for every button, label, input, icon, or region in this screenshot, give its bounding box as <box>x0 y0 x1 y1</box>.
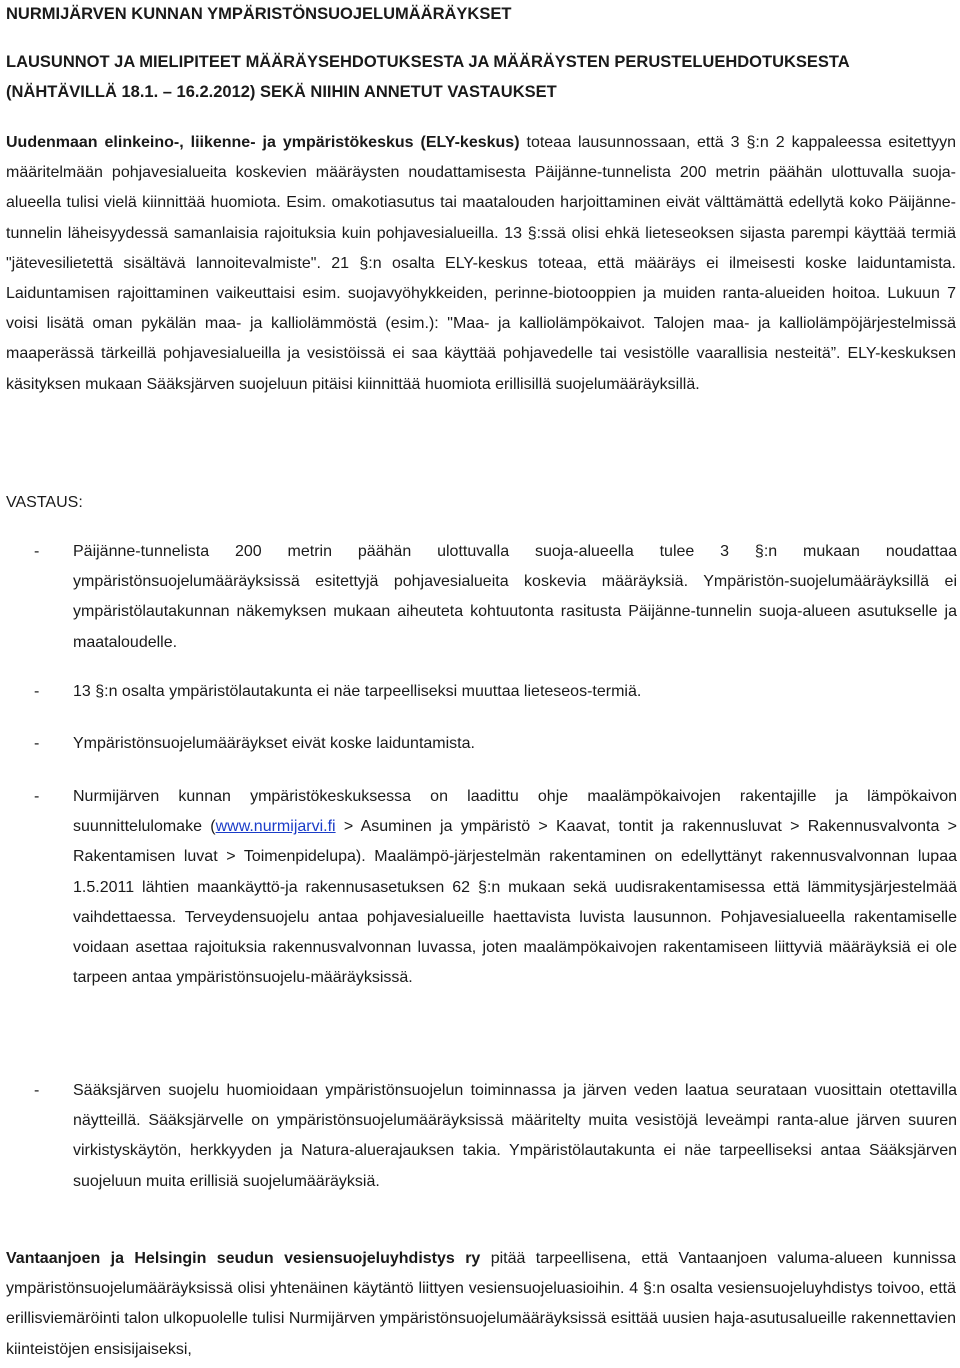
list-bullet: - <box>34 788 40 805</box>
list-bullet: - <box>34 735 40 752</box>
statement-author: Uudenmaan elinkeino-, liikenne- ja ympäristökeskus (ELY-keskus) <box>6 134 520 151</box>
statement-paragraph <box>6 1244 956 1365</box>
document-title: NURMIJÄRVEN KUNNAN YMPÄRISTÖNSUOJELUMÄÄRÄYKSET <box>6 5 512 23</box>
statement-author: Vantaanjoen ja Helsingin seudun vesiensuojeluyhdistys ry <box>6 1250 481 1267</box>
list-item-text <box>73 782 957 993</box>
response-label: VASTAUS: <box>6 494 83 511</box>
list-bullet: - <box>34 1082 40 1099</box>
list-item-text: Ympäristönsuojelumääräykset eivät koske laiduntamista. <box>73 735 475 752</box>
list-item-text-end: > Asuminen ja ympäristö > Kaavat, tontit ja rakennusluvat > Rakennusvalvonta > Rakentamisen luvat > Toimenpidelupa). Maalämpö-järjestelmän rakentaminen on edellyttänyt rakennusvalvonnan lupaa 1.5.2011 lähtien maankäyttö-ja rakennusasetuksen 62 §:n mukaan sekä uudisrakentamisessa että lämmitysjärjestelmää vaihdettaessa. Terveydensuojelu antaa pohjavesialueille haettavista luvista lausunnon. Pohjavesialueella rakentamiselle voidaan asettaa rajoituksia rakennusvalvonnan luvassa, joten maalämpökaivojen rakentamiseen liittyviä määräyksiä ei ole tarpeen antaa ympäristönsuojelu-määräyksissä. <box>73 818 957 987</box>
list-bullet: - <box>34 683 40 700</box>
municipality-website-link[interactable]: www.nurmijarvi.fi <box>215 818 336 836</box>
list-item-text: 13 §:n osalta ympäristölautakunta ei näe tarpeelliseksi muuttaa lieteseos-termiä. <box>73 683 642 700</box>
list-item-text: Päijänne-tunnelista 200 metrin päähän ulottuvalla suoja-alueella tulee 3 §:n mukaan noudattaa ympäristönsuojelumääräyksissä esitettyjä pohjavesialueita koskevia määräyksiä. Ympäristön-suojelumääräyksillä ei ympäristölautakunnan näkemyksen mukaan aiheuteta kohtuutonta rasitusta Päijänne-tunnelin suoja-alueen asutukselle ja maataloudelle. <box>73 543 957 651</box>
list-item-text-start: Nurmijärven kunnan ympäristökeskuksessa on laadittu ohje maalämpökaivojen rakentajille ja lämpökaivon suunnittelulomake ( <box>73 788 957 836</box>
statement-paragraph <box>6 128 956 400</box>
list-item-text: Sääksjärven suojelu huomioidaan ympäristönsuojelun toiminnassa ja järven veden laatua seurataan vuosittain otettavilla näytteillä. Sääksjärvelle on ympäristönsuojelumääräyksissä määritelty muita vesistöjä leveämpi ranta-alue järven suuren virkistyskäytön, herkkyyden ja Natura-aluerajauksen takia. Ympäristölautakunta ei näe tarpeelliseksi antaa Sääksjärven suojeluun muita erillisiä suojelumääräyksiä. <box>73 1082 957 1190</box>
document-subtitle-line-1: LAUSUNNOT JA MIELIPITEET MÄÄRÄYSEHDOTUKSESTA JA MÄÄRÄYSTEN PERUSTELUEHDOTUKSESTA <box>6 53 850 71</box>
list-bullet: - <box>34 543 40 560</box>
document-subtitle-line-2: (NÄHTÄVILLÄ 18.1. – 16.2.2012) SEKÄ NIIHIN ANNETUT VASTAUKSET <box>6 83 557 101</box>
statement-text: toteaa lausunnossaan, että 3 §:n 2 kappaleessa esitettyyn määritelmään pohjavesialueita koskevien määräysten noudattamisesta Päijänne-tunnelista 200 metrin päähän ulottuvalla suoja-alueella tulisi vielä kiinnittää huomiota. Esim. omakotiasutus tai maatalouden harjoittaminen eivät välttämättä edellytä koko Päijänne-tunnelin läheisyydessä samanlaisia rajoituksia kuin pohjavesialueilla. 13 §:ssä olisi ehkä lieteseoksen sijasta parempi käyttää termiä "jätevesilietettä sisältävä lannoitevalmiste". 21 §:n osalta ELY-keskus toteaa, että määräys ei ilmeisesti koske laiduntamista. Laiduntamisen rajoittaminen vaikeuttaisi esim. suojavyöhykkeiden, perinne-biotooppien ja muiden ranta-alueiden hoitoa. Lukuun 7 voisi lisätä oman pykälän maa- ja kalliolämmöstä (esim.): "Maa- ja kalliolämpökaivot. Talojen maa- ja kalliolämpöjärjestelmissä maaperässä tärkeillä pohjavesialueilla ja vesistöissä ei saa käyttää pohjavedelle tai vesistölle vaarallisia nesteitä”. ELY-keskuksen käsityksen mukaan Sääksjärven suojeluun pitäisi kiinnittää huomiota erillisillä suojelumääräyksillä. <box>6 134 956 393</box>
statement-text: pitää tarpeellisena, että Vantaanjoen valuma-alueen kunnissa ympäristönsuojelumääräyksissä olisi yhtenäinen käytäntö liittyen vesiensuojeluasioihin. 4 §:n osalta vesiensuojeluyhdistys toivoo, että erillisviemäröinti talon ulkopuolelle tulisi Nurmijärven ympäristönsuojelumääräyksissä esittää uusien haja-asutusalueille rakennettavien kiinteistöjen ensisijaiseksi, <box>6 1250 957 1358</box>
